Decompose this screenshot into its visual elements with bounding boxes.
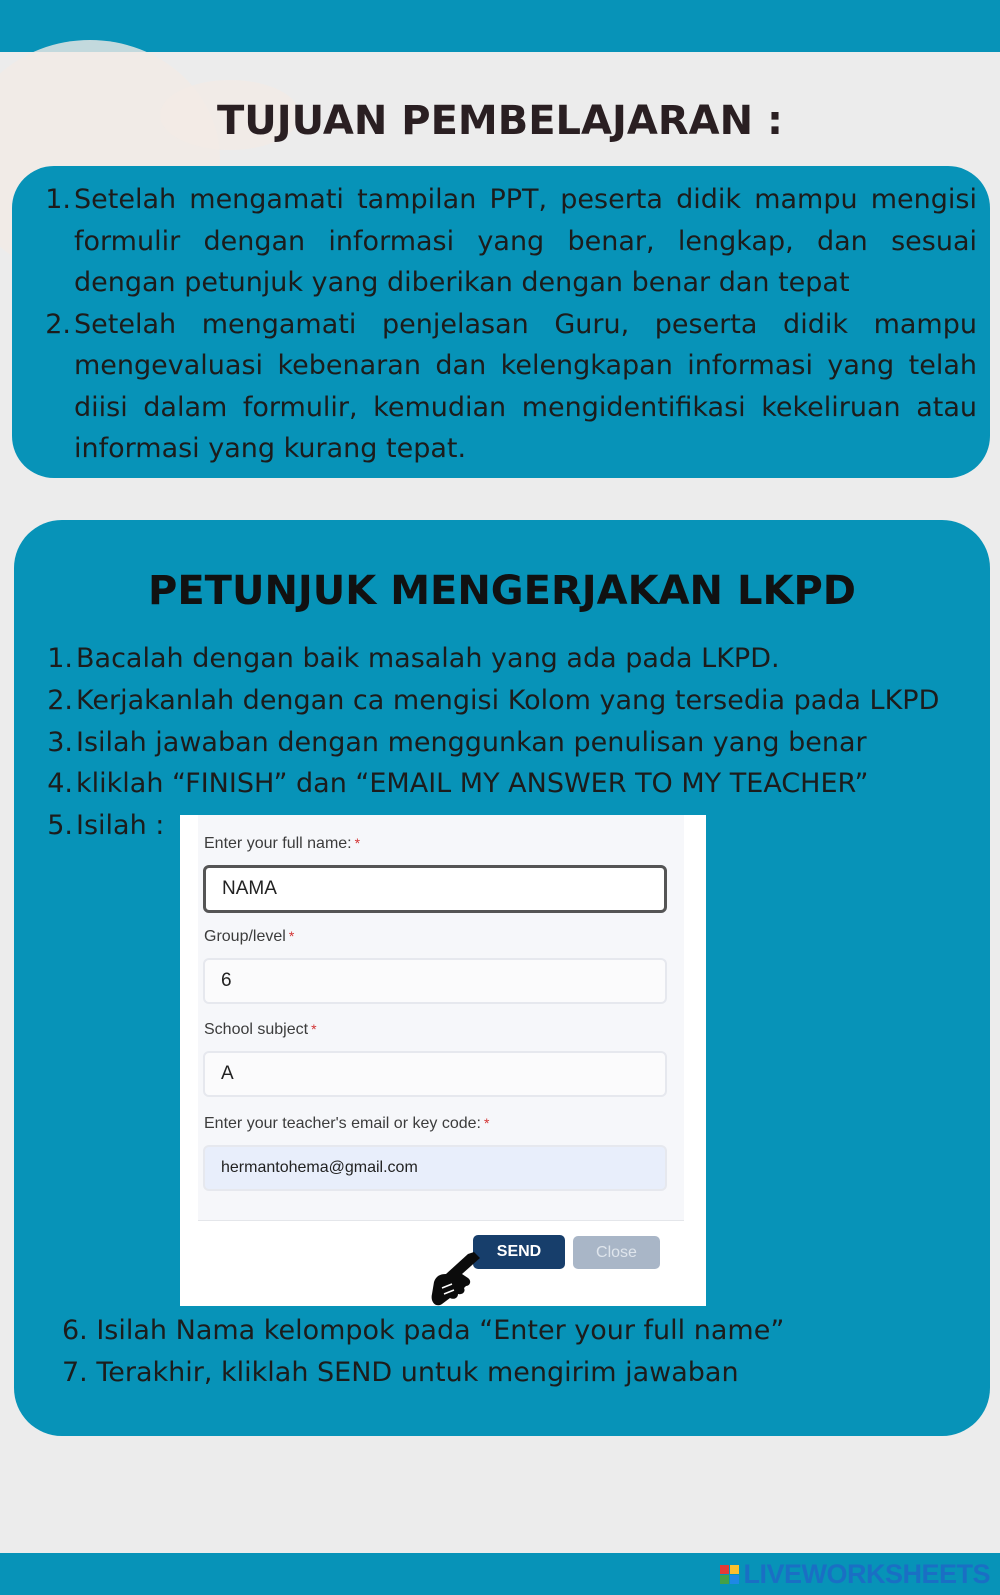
logo-mark-cell (720, 1565, 729, 1574)
list-item (32, 680, 992, 722)
list-item (32, 638, 992, 680)
instructions-title: PETUNJUK MENGERJAKAN LKPD (148, 568, 856, 614)
full-name-label-text: Enter your full name: (204, 835, 352, 852)
required-mark: * (288, 928, 295, 944)
full-name-label (204, 835, 360, 853)
top-bar (0, 0, 1000, 52)
list-item-text: Bacalah dengan baik masalah yang ada pada LKPD. (76, 643, 780, 674)
list-item-text: Setelah mengamati tampilan PPT, peserta didik mampu mengisi formulir dengan informasi yang benar, lengkap, dan sesuai dengan petunjuk yang diberikan dengan benar dan tepat (74, 184, 977, 298)
list-item (32, 179, 977, 304)
school-subject-label-text: School subject (204, 1021, 309, 1038)
logo-mark-cell (720, 1575, 729, 1584)
list-item-text: Isilah : (76, 810, 165, 842)
group-level-label-text: Group/level (204, 928, 286, 945)
list-item-number: 1. (47, 643, 73, 674)
school-subject-input[interactable]: A (203, 1051, 667, 1097)
learning-objectives-list (32, 179, 977, 470)
list-item-number: 3. (47, 726, 73, 758)
full-name-input[interactable]: NAMA (203, 865, 667, 913)
logo-mark-icon (720, 1565, 739, 1584)
teacher-email-input[interactable]: hermantohema@gmail.com (203, 1145, 667, 1191)
logo-mark-cell (730, 1565, 739, 1574)
send-button[interactable]: SEND (473, 1235, 565, 1269)
list-item-text: Kerjakanlah dengan ca mengisi Kolom yang tersedia pada LKPD (76, 684, 940, 716)
list-item-number: 4. (47, 768, 73, 800)
required-mark: * (354, 835, 361, 851)
liveworksheets-logo (720, 1556, 990, 1592)
list-item (32, 722, 992, 764)
instructions-continued (62, 1310, 784, 1394)
group-level-input[interactable]: 6 (203, 958, 667, 1004)
pointing-hand-icon (428, 1248, 488, 1310)
list-item-number: 2. (47, 684, 73, 716)
list-item (32, 763, 992, 805)
form-body (198, 815, 684, 1285)
list-item-text: kliklah “FINISH” dan “EMAIL MY ANSWER TO MY TEACHER” (76, 768, 869, 800)
school-subject-label (204, 1021, 317, 1039)
logo-text: LIVEWORKSHEETS (743, 1558, 990, 1589)
form-screenshot (180, 815, 706, 1306)
list-item: 6. Isilah Nama kelompok pada “Enter your full name” (62, 1315, 785, 1346)
required-mark: * (311, 1021, 317, 1037)
learning-objectives-title: TUJUAN PEMBELAJARAN : (217, 98, 783, 144)
list-item-number: 5. (47, 810, 73, 842)
list-item-text: Isilah jawaban dengan menggunkan penulisan yang benar (76, 726, 867, 758)
required-mark: * (483, 1115, 490, 1131)
group-level-label (204, 928, 294, 946)
teacher-email-label-text: Enter your teacher's email or key code: (204, 1115, 481, 1132)
list-item-text: Setelah mengamati penjelasan Guru, peserta didik mampu mengevaluasi kebenaran dan kelengkapan informasi yang telah diisi dalam formulir, kemudian mengidentifikasi kekeliruan atau informasi yang kurang tepat. (74, 308, 977, 464)
logo-mark-cell (730, 1575, 739, 1584)
list-item: 7. Terakhir, kliklah SEND untuk mengirim jawaban (62, 1356, 739, 1388)
close-button[interactable]: Close (573, 1236, 660, 1269)
teacher-email-label (204, 1115, 489, 1133)
list-item (32, 304, 977, 470)
list-item-number: 2. (45, 308, 71, 340)
list-item-number: 1. (45, 184, 71, 215)
